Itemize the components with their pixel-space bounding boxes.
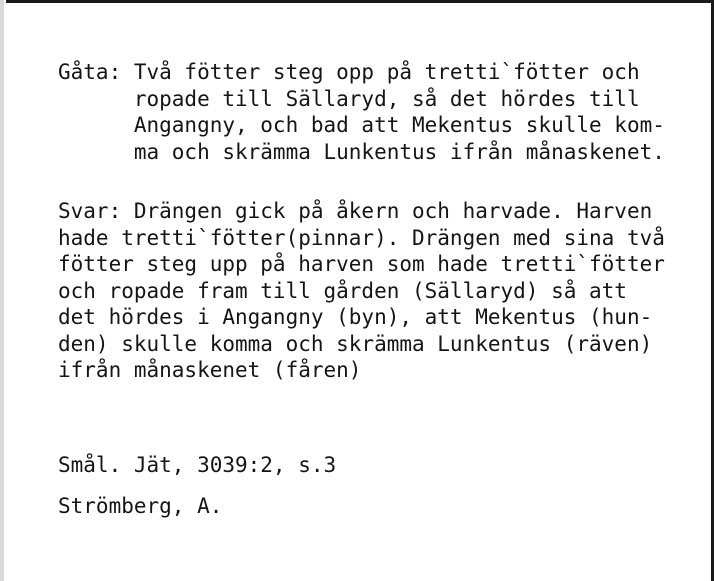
source-reference: Smål. Jät, 3039:2, s.3	[58, 453, 337, 477]
riddle-text: Gåta: Två fötter steg opp på tretti`fötter och ropade till Sällaryd, så det hördes till Angangny, och bad att Mekentus skulle kom- ma och skrämma Lunkentus ifrån månaskenet.	[58, 60, 665, 164]
answer-text: Svar: Drängen gick på åkern och harvade. Harven hade tretti`fötter(pinnar). Drängen med sina två fötter steg upp på harven som hade tretti`fötter och ropade fram till gården (Sällaryd) så att det hördes i Angangny (byn), att Mekentus (hun- den) skulle komma och skrämma Lunkentus (räven) ifrån månaskenet (fåren)	[58, 199, 665, 382]
card-top-edge	[6, 0, 714, 3]
card-left-edge	[0, 0, 4, 581]
collector-name: Strömberg, A.	[58, 494, 223, 518]
